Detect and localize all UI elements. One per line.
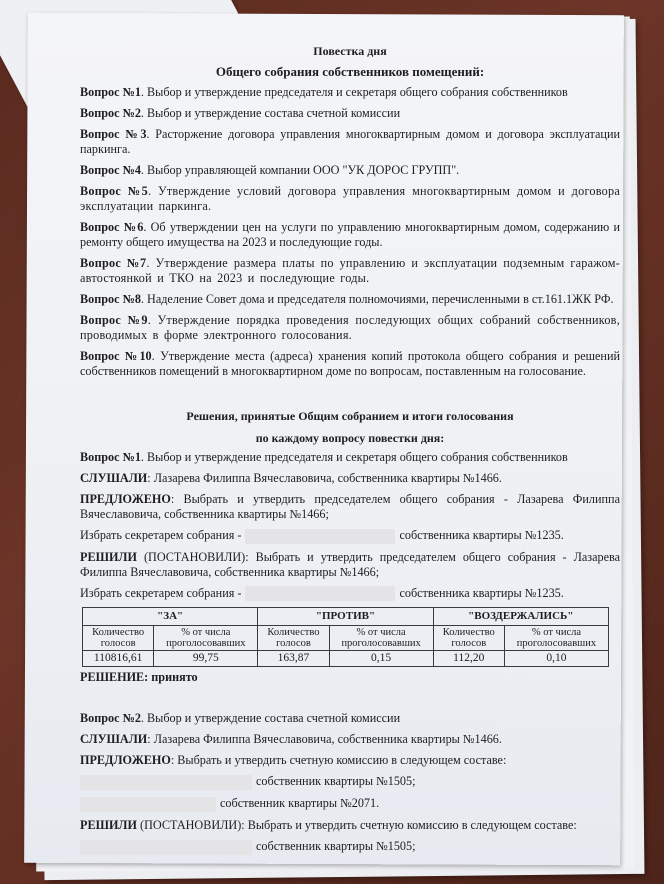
abstained-count: 112,20 <box>433 651 504 667</box>
table-row <box>83 651 609 667</box>
agenda-item-10 <box>80 349 620 379</box>
proposed-text: : Выбрать и утвердить председателем общего собрания - Лазарева Филиппа Вячеславовича, собственника квартиры №1466; <box>80 492 620 521</box>
q2-heading <box>80 711 620 726</box>
redacted-name <box>245 529 395 544</box>
agenda-item-7 <box>80 256 620 286</box>
q2-member-3 <box>80 839 620 855</box>
agenda-title: Повестка дня <box>313 44 387 58</box>
member-text: собственник квартиры №1505; <box>256 838 416 853</box>
agenda-item-label: Вопрос №8 <box>80 292 141 306</box>
agenda-item-label: Вопрос №2 <box>80 106 141 120</box>
col-count: Количество голосов <box>83 626 154 651</box>
against-pct: 0,15 <box>329 651 433 667</box>
redacted-name <box>245 586 395 601</box>
question-2-section <box>80 711 620 854</box>
secretary-prefix: Избрать секретарем собрания - <box>80 585 242 600</box>
for-pct: 99,75 <box>154 651 258 667</box>
decided-text: (ПОСТАНОВИЛИ): Выбрать и утвердить председателем общего собрания - Лазарева Филиппа Вячеславовича, собственника квартиры №1466; <box>80 549 620 579</box>
redacted-name <box>80 775 252 790</box>
decided-label: РЕШИЛИ <box>80 817 137 832</box>
q1-decision: РЕШЕНИЕ: принято <box>80 670 198 685</box>
member-text: собственник квартиры №1505; <box>256 774 416 789</box>
col-count: Количество голосов <box>258 626 329 651</box>
agenda-item-1 <box>80 85 620 100</box>
q1-secretary-2 <box>80 586 620 602</box>
results-subtitle: по каждому вопросу повестки дня: <box>255 431 445 445</box>
agenda-item-text: . Утверждение условий договора управления многоквартирным домом и договора эксплуатации паркинга. <box>80 184 621 213</box>
q1-heard <box>80 471 620 486</box>
agenda-item-label: Вопрос №7 <box>80 256 147 270</box>
agenda-subtitle: Общего собрания собственников помещений: <box>215 64 485 79</box>
col-pct: % от числа проголосовавших <box>329 626 433 651</box>
redacted-name <box>80 840 252 855</box>
col-pct: % от числа проголосовавших <box>154 626 258 651</box>
document-content <box>80 44 620 861</box>
agenda-item-label: Вопрос №4 <box>80 163 141 177</box>
abstained-pct: 0,10 <box>504 651 608 667</box>
header-against: "ПРОТИВ" <box>258 608 433 626</box>
q1-heading <box>80 450 620 465</box>
col-pct: % от числа проголосовавших <box>504 626 608 651</box>
q1-secretary <box>80 528 620 544</box>
agenda-item-text: . Утверждение места (адреса) хранения копий протокола общего собрания и решений собственников помещений в многоквартирном доме по вопросам, поставленным на голосование. <box>80 349 620 378</box>
agenda-item-text: . Утверждение размера платы по управлению и эксплуатации подземным гаражом-автостоянкой и ТКО на 2023 и последующие годы. <box>80 256 620 285</box>
q1-label: Вопрос №1 <box>80 450 141 464</box>
q2-member-2 <box>80 796 620 812</box>
heard-label: СЛУШАЛИ <box>80 732 148 747</box>
q2-member-1 <box>80 774 620 790</box>
question-1-section <box>80 450 620 685</box>
agenda-item-label: Вопрос №1 <box>80 85 141 99</box>
agenda-item-text: . Выбор управляющей компании ООО "УК ДОРОС ГРУПП". <box>140 163 460 177</box>
decided-text: (ПОСТАНОВИЛИ): Выбрать и утвердить счетную комиссию в следующем составе: <box>137 817 577 832</box>
agenda-item-2 <box>80 106 620 121</box>
heard-label: СЛУШАЛИ <box>80 471 148 485</box>
header-abstained: "ВОЗДЕРЖАЛИСЬ" <box>433 608 608 626</box>
results-title: Решения, принятые Общим собранием и итоги голосования <box>186 409 514 423</box>
agenda-item-label: Вопрос №10 <box>80 349 152 363</box>
q2-decided <box>80 818 620 833</box>
q1-decided <box>80 550 620 580</box>
agenda-item-3 <box>80 127 620 157</box>
proposed-label: ПРЕДЛОЖЕНО <box>80 753 171 768</box>
q2-proposed <box>80 753 620 768</box>
col-count: Количество голосов <box>433 626 504 651</box>
section-spacer <box>80 385 620 409</box>
vote-results-table <box>82 607 609 667</box>
agenda-item-text: . Выбор и утверждение состава счетной комиссии <box>140 106 401 120</box>
heard-text: : Лазарева Филиппа Вячеславовича, собственника квартиры №1466. <box>147 471 502 485</box>
agenda-item-label: Вопрос №3 <box>80 127 147 141</box>
q1-text: . Выбор и утверждение председателя и секретаря общего собрания собственников <box>140 450 568 464</box>
table-subheader-row <box>83 626 609 651</box>
agenda-item-text: . Утверждение порядка проведения последующих общих собраний собственников, проводимых в форме электронного голосования. <box>80 313 620 342</box>
secretary-prefix: Избрать секретарем собрания - <box>80 528 242 542</box>
agenda-item-text: . Выбор и утверждение председателя и секретаря общего собрания собственников <box>140 85 568 99</box>
agenda-item-label: Вопрос №5 <box>80 184 148 198</box>
agenda-item-9 <box>80 313 620 343</box>
for-count: 110816,61 <box>83 651 154 667</box>
agenda-item-label: Вопрос №9 <box>80 313 148 327</box>
proposed-text: : Выбрать и утвердить счетную комиссию в следующем составе: <box>170 753 507 768</box>
agenda-item-6 <box>80 220 620 250</box>
agenda-item-text: . Об утверждении цен на услуги по управлению многоквартирным домом, содержанию и ремонту общего имущества на 2023 и последующие годы. <box>80 220 620 249</box>
q2-text: . Выбор и утверждение состава счетной комиссии <box>140 711 401 726</box>
q1-proposed <box>80 492 620 522</box>
against-count: 163,87 <box>258 651 329 667</box>
q2-label: Вопрос №2 <box>80 711 141 726</box>
agenda-item-label: Вопрос №6 <box>80 220 144 234</box>
q2-heard <box>80 732 620 747</box>
secretary-suffix: собственника квартиры №1235. <box>399 528 564 542</box>
header-for: "ЗА" <box>83 608 258 626</box>
member-text: собственник квартиры №2071. <box>220 796 380 811</box>
secretary-suffix: собственника квартиры №1235. <box>399 585 564 600</box>
agenda-item-8 <box>80 292 620 307</box>
agenda-item-text: . Расторжение договора управления многоквартирным домом и договора эксплуатации паркинга. <box>80 127 620 156</box>
agenda-item-5 <box>80 184 620 214</box>
redacted-name <box>80 797 216 812</box>
heard-text: : Лазарева Филиппа Вячеславовича, собственника квартиры №1466. <box>147 732 502 747</box>
proposed-label: ПРЕДЛОЖЕНО <box>80 492 171 506</box>
agenda-item-4 <box>80 163 620 178</box>
agenda-list <box>80 85 620 379</box>
decided-label: РЕШИЛИ <box>80 549 137 564</box>
table-header-row <box>83 608 609 626</box>
agenda-item-text: . Наделение Совет дома и председателя полномочиями, перечисленными в ст.161.1ЖК РФ. <box>140 292 614 306</box>
